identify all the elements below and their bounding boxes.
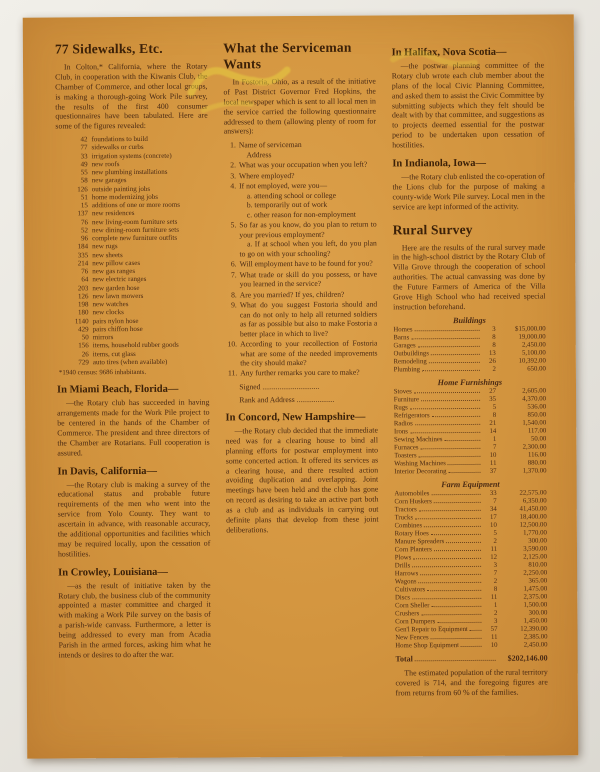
figure-count: 126 [77,292,89,301]
row-item-name: Crushers [395,610,420,618]
three-column-layout [55,39,548,741]
row-item-name: Rugs [393,404,408,412]
row-quantity: 8 [492,333,496,341]
city-section-body: —as the result of initiative taken by the Rotary club, the business club of the community appointed a master committee and charged it with making a Work Pile survey on the basis of a parish-wide canvass. Furthermore, a letter is being addressed to every man from Acadia Parish in the armed forces, asking him what he intends or desires to do after the war. [58,580,211,660]
colton-intro-paragraph: In Colton,* California, where the Rotary Club, in cooperation with the Kiwanis Club, the Chamber of Commerce, and other local groups, is making a thorough-going Work Pile survey, the results of the first 400 consumer questionnaires have been tabulated. Here are some of the figures revealed: [55,61,208,131]
row-item-name: Radios [393,420,413,428]
city-section [392,47,545,151]
leader-dots [418,346,480,347]
figure-count: 335 [77,251,89,260]
column-left [55,41,212,741]
row-value: 850.00 [527,411,547,419]
figure-count: 198 [77,300,89,309]
row-quantity: 11 [490,594,498,602]
question-number: 9. [231,300,237,310]
home-furnishings-table-title: Home Furnishings [437,377,503,388]
leader-dots [432,416,480,417]
leader-dots [470,630,482,631]
city-section [392,158,545,212]
city-section [57,384,210,458]
row-value: 2,375.00 [523,593,548,601]
figure-count: 49 [80,160,88,169]
figure-description: new plumbing installations [91,168,168,177]
farm-equipment-table [394,480,547,651]
row-value: 300.00 [528,537,547,545]
figure-description: outside painting jobs [91,184,151,194]
city-section-body: —the Rotary club decided that the immediate need was for a clearing house to bind all planning efforts for postwar employment into some concerted action. It offered its services as a clearing house, and there resulted action avoiding duplication and overlapping. Joint meetings have been held and the club has gone on record as desiring to take an active part both as a club and as individuals in carrying out definite plans that develop from these joint deliberations. [225,425,379,535]
figure-description: items, cut glass [92,349,136,359]
row-item-name: Sewing Machines [393,436,443,444]
question-text: Where employed? [239,170,295,181]
row-quantity: 2 [493,610,498,618]
figure-count: 52 [81,226,89,235]
row-value: 2,385.00 [523,633,548,642]
leader-dots [461,646,482,647]
row-item-name: Automobiles [394,490,430,498]
city-section-heading: In Halifax, Nova Scotia— [391,46,507,59]
question-text: What was your occupation when you left? [238,159,368,170]
questionnaire-item [227,259,377,269]
total-value: $202,146.00 [507,653,548,664]
leader-dots [421,400,480,401]
figure-count: 156 [78,341,89,350]
row-quantity: 8 [492,341,496,349]
figure-count: 15 [80,201,88,210]
row-item-name: Wagons [394,578,417,586]
column2-city-sections [225,411,378,535]
row-value: 2,450.00 [521,341,546,349]
row-quantity: 14 [489,427,497,435]
row-item-name: Drills [394,562,411,570]
row-quantity: 17 [489,513,497,521]
row-item-name: Barns [393,334,410,342]
rural-survey-outro: The estimated population of the rural territory covered is 714, and the foregoing figures are from returns from 60 % of the families. [395,667,548,698]
question-text: So far as you know, do you plan to return to your previous employment? a. If at school when you left, do you plan to go on with your schooling? [239,219,377,259]
row-value: 50.00 [530,435,547,443]
question-text: What trade or skill do you possess, or have you learned in the service? [239,269,377,289]
questionnaire-list [226,140,378,379]
row-item-name: Corn Dumpers [395,618,436,626]
row-quantity: 2 [493,578,498,586]
questionnaire-item [226,170,376,180]
row-value: 1,770.00 [523,529,547,537]
row-quantity: 1 [493,602,498,610]
city-section-heading: In Davis, California— [57,465,158,478]
city-section-body: —the Rotary club has succeeded in having arrangements made for the Work Pile project to be centered in the hands of the Chamber of Commerce. The president and three directors of the Chamber are Rotarians. Full cooperation is assured. [57,397,210,458]
question-number: 11. [228,368,238,378]
figure-count: 42 [80,135,88,144]
row-quantity: 27 [489,387,497,395]
figure-description: new garden hose [92,283,140,293]
figure-description: new rugs [92,242,118,251]
row-value: 2,605.00 [522,387,547,395]
figure-description: items, household rubber goods [92,341,179,350]
figure-count: 137 [77,209,88,218]
row-quantity: 33 [489,489,497,497]
row-item-name: Homes [393,326,413,334]
city-section-heading: In Miami Beach, Florida— [56,383,179,396]
figure-count: 180 [78,308,89,317]
figure-count: 76 [81,267,89,276]
row-item-name: Refrigerators [393,412,430,420]
city-section-heading: In Concord, New Hampshire— [225,411,366,424]
leader-dots [410,408,480,409]
row-quantity: 21 [489,419,497,427]
row-item-name: Trucks [394,514,414,522]
question-text: Name of serviceman Address [238,140,302,160]
row-quantity: 12 [490,554,498,562]
figure-description: new sheets [92,250,123,260]
column-middle [223,40,380,740]
table-row [394,468,546,477]
row-quantity: 35 [489,395,497,403]
row-item-name: Stoves [393,388,412,396]
row-quantity: 2 [493,537,497,545]
leader-dots [410,432,480,433]
leader-dots [412,598,481,599]
row-value: 1,450.00 [523,617,548,625]
leader-dots [427,590,481,591]
figure-description: new residences [91,209,135,218]
row-item-name: Rotary Hoes [394,530,429,538]
leader-dots [431,494,480,495]
figure-count: 203 [77,284,89,293]
row-value: 5,100.00 [521,349,546,357]
fostoria-intro-paragraph: In Fostoria, Ohio, as a result of the initiative of Past District Governor Fred Hopkins, the local newspaper which is sent to all local men in the service carried the following questionnaire addressed to them (allowing plenty of room for answers): [223,76,377,136]
questionnaire-item [227,269,377,289]
question-text: Any further remarks you care to make? [240,368,360,378]
row-value: 536.00 [527,403,547,411]
leader-dots [414,392,480,393]
leader-dots [421,614,481,615]
leader-dots [415,424,480,425]
leader-dots [437,622,481,623]
row-item-name: Plumbing [393,366,421,374]
leader-dots [421,448,481,449]
leader-dots [429,362,480,363]
question-number: 10. [227,339,238,349]
row-value: 19,000.00 [518,333,546,341]
row-quantity: 3 [492,325,496,333]
row-quantity: 37 [489,467,497,475]
leader-dots [431,534,481,535]
row-value: 2,450.00 [523,641,548,650]
row-value: 12,390.00 [520,625,548,634]
leader-dots [434,502,481,503]
figure-count: 55 [80,168,88,177]
questionnaire-item [227,289,377,299]
leader-dots [446,542,481,543]
leader-dots [415,518,481,519]
row-value: 6,350.00 [522,497,547,505]
serviceman-heading: What the Serviceman Wants [223,39,352,72]
buildings-table [393,315,546,374]
row-value: 365.00 [528,577,548,585]
figure-count: 1140 [74,317,89,326]
row-quantity: 10 [490,521,497,529]
row-quantity: 2 [492,365,496,373]
row-value: 2,300.00 [522,443,547,451]
rank-address-line: Rank and Address .................... [239,394,335,405]
figure-description: complete new furniture outfits [92,233,178,243]
figure-description: mirrors [92,333,114,342]
figure-count: 76 [80,218,89,227]
survey-total-row [395,654,547,664]
row-item-name: Outbuildings [393,350,429,358]
figure-description: sidewalks or curbs [91,143,144,152]
questionnaire-item [227,300,378,339]
figure-count: 429 [78,325,89,334]
figure-description: new electric ranges [92,275,147,284]
leader-dots [419,582,482,583]
row-item-name: Plows [394,554,412,562]
figure-description: new dining-room furniture sets [92,225,179,235]
leader-dots [411,338,479,339]
city-section [58,566,211,660]
row-quantity: 57 [490,626,498,634]
row-item-name: Cultivators [394,586,426,594]
signed-line: Signed .............................. [239,381,320,392]
row-quantity: 7 [492,443,497,451]
row-item-name: Corn Sheller [394,602,430,610]
figure-item [63,358,209,367]
row-quantity: 34 [489,505,497,513]
figures-list [61,135,209,367]
row-item-name: New Fences [395,634,429,642]
question-number: 7. [230,270,237,280]
figure-description: pairs chiffon hose [92,324,143,334]
row-item-name: Washing Machines [394,460,446,468]
question-text: Will employment have to be found for you? [239,258,373,269]
column1-city-sections [57,384,211,661]
home-furnishings-table [394,377,547,476]
row-quantity: 8 [493,586,498,594]
row-item-name: Harrows [394,570,419,578]
row-item-name: Remodeling [393,358,427,366]
total-label: Total [395,654,413,664]
leader-dots [434,550,481,551]
question-text: What do you suggest Fostoria should and can do not only to help all returned soldiers as far as possible but also to make Fostoria a better place in which to live? [239,299,378,338]
row-value: 12,500.00 [519,521,547,529]
buildings-table-rows [393,325,546,374]
question-number: 2. [230,160,237,170]
figure-description: new gas ranges [92,267,136,276]
row-value: 4,370.00 [522,395,547,403]
row-quantity: 8 [492,411,497,419]
leader-dots [413,558,481,559]
city-section [225,411,378,535]
sidewalks-heading: 77 Sidewalks, Etc. [54,40,163,57]
question-number: 3. [230,171,237,181]
row-item-name: Corn Planters [394,546,432,554]
city-section-heading: In Indianola, Iowa— [392,157,487,170]
row-value: 810.00 [528,561,548,569]
row-item-name: Gen'l Repair to Equipment [395,626,468,634]
figure-count: 58 [80,176,88,185]
rural-survey-heading: Rural Survey [392,221,473,238]
figure-count: 96 [81,234,89,243]
figure-description: new watches [92,300,129,309]
row-item-name: Corn Huskers [394,498,432,506]
figure-count: 729 [78,358,89,367]
leader-dots [415,330,480,331]
row-value: 1,540.00 [522,419,547,427]
row-value: 300.00 [528,609,548,617]
row-quantity: 13 [488,349,496,357]
row-value: 2,125.00 [523,553,548,561]
farm-equipment-table-rows [394,490,547,651]
row-value: 2,250.00 [523,569,548,577]
row-item-name: Interior Decorating [394,468,447,476]
row-item-name: Irons [393,428,408,436]
row-item-name: Discs [394,594,411,602]
row-quantity: 3 [493,562,498,570]
city-section-body: —the Rotary club is making a survey of the educational status and probable future requirements of the men who went into the service from Yolo County. They want to ascertain in advance, with reasonable accuracy, the additional opportunities and facilities which may be required locally, upon the cessation of hostilities. [57,479,211,559]
row-value: 880.00 [527,459,547,467]
figure-count: 50 [81,333,89,342]
newsletter-page [23,14,579,758]
row-item-name: Toasters [394,452,417,460]
figure-description: foundations to build [91,135,148,144]
row-quantity: 26 [489,357,496,365]
row-value: 117.00 [527,427,547,435]
question-text: Are you married? If yes, children? [239,289,345,299]
row-quantity: 5 [493,529,497,537]
column3-city-sections [392,47,545,213]
figure-count: 77 [80,143,88,152]
row-value: 3,590.00 [523,545,548,553]
row-quantity: 7 [493,570,498,578]
question-number: 1. [230,140,236,150]
leader-dots [448,472,480,473]
census-footnote: *1940 census: 9686 inhabitants. [58,369,147,377]
row-item-name: Home Shop Equipment [395,642,460,650]
questionnaire-item [227,368,377,378]
question-number: 5. [230,220,237,230]
row-item-name: Combines [394,522,423,530]
row-value: 1,500.00 [523,601,548,609]
city-section [57,465,210,559]
row-value: 10,392.00 [518,357,546,365]
table-row [395,642,547,651]
leader-dots [419,456,481,457]
leader-dots [424,526,481,527]
questionnaire-item [226,140,376,160]
row-item-name: Furnaces [394,444,419,452]
row-quantity: 5 [492,403,497,411]
figure-description: home modernizing jobs [91,192,158,202]
city-section-body: —the Rotary club enlisted the co-operation of the Lions club for the purpose of making a county-wide Work Pile survey. Local men in the service are kept informed of the activity. [392,171,545,212]
question-text: If not employed, were you— a. attending school or college b. temporarily out of work c. other reason for non-employment [239,181,356,220]
figure-description: new roofs [91,160,120,169]
leader-dots [431,354,480,355]
figure-description: new lawn mowers [92,291,144,301]
leader-dots [431,638,482,639]
row-item-name: Manure Spreaders [394,538,445,546]
row-quantity: 10 [489,451,497,459]
question-number: 8. [231,289,237,300]
figure-count: 184 [77,242,89,251]
figure-description: new garages [91,176,127,185]
row-quantity: 11 [490,545,498,554]
rural-survey-intro: Here are the results of the rural survey made in the high-school district by the Rotary Club of Villa Grove through the cooperation of school authorities. The actual canvassing was done by the Future Farmers of America of the Villa Grove High School who had received special instruction beforehand. [392,242,546,312]
row-value: 22,575.00 [519,489,547,497]
row-value: $15,000.00 [515,325,546,333]
leader-dots [412,566,481,567]
city-section-heading: In Crowley, Louisiana— [58,566,168,579]
question-number: 4. [230,181,237,191]
figure-count: 33 [80,152,88,161]
row-quantity: 1 [492,435,497,443]
figure-description: irrigation systems (concrete) [91,151,172,161]
row-value: 650.00 [527,365,546,373]
question-number: 6. [230,259,237,269]
figure-description: auto tires (when available) [92,357,168,367]
row-value: 1,370.00 [522,467,547,475]
row-value: 116.00 [527,451,547,459]
questionnaire-item [226,181,377,220]
row-quantity: 3 [493,618,498,626]
home-furnishings-table-rows [394,387,547,476]
figure-description: new clocks [92,308,124,317]
question-text: According to your recollection of Fostoria what are some of the needed improvements the city should make? [240,338,378,368]
row-value: 1,475.00 [523,585,548,593]
leader-dots [422,370,480,371]
row-item-name: Furniture [393,396,420,404]
figure-count: 214 [77,259,89,268]
column-right [392,39,549,739]
table-row [394,365,546,374]
row-item-name: Tractors [394,506,417,514]
row-quantity: 10 [490,642,498,650]
figure-description: additions of one or more rooms [91,200,180,210]
city-section-body: —the postwar planning committee of the Rotary club wrote each club member about the plans of the local Civic Planning Committee, and asked them to assist the Civic Committee by submitting subjects which they felt should be dealt with by that committee, and suggestions as to projects deemed essential for the postwar period to be undertaken upon cessation of hostilities. [391,60,545,150]
figure-count: 64 [81,275,89,284]
leader-dots [445,440,481,441]
leader-dots [448,464,481,465]
figure-description: new living-room furniture sets [91,217,178,227]
row-quantity: 7 [493,497,497,505]
row-value: 18,400.00 [519,513,547,521]
buildings-table-title: Buildings [452,315,486,325]
leader-dots [420,574,481,575]
row-quantity: 11 [489,459,497,467]
leader-dots [419,510,481,511]
leader-dots [415,660,496,661]
questionnaire-item [226,160,376,170]
figure-count: 126 [77,185,88,194]
figure-count: 51 [80,193,88,202]
questionnaire-item [226,220,377,259]
figure-count: 26 [81,350,89,359]
farm-equipment-table-title: Farm Equipment [441,479,500,490]
leader-dots [432,606,482,607]
row-item-name: Garages [393,342,416,350]
questionnaire-item [227,339,377,368]
row-value: 41,450.00 [519,505,547,513]
figure-description: pairs nylon hose [92,316,139,326]
figure-description: new pillow cases [92,258,141,268]
row-quantity: 11 [490,634,498,642]
